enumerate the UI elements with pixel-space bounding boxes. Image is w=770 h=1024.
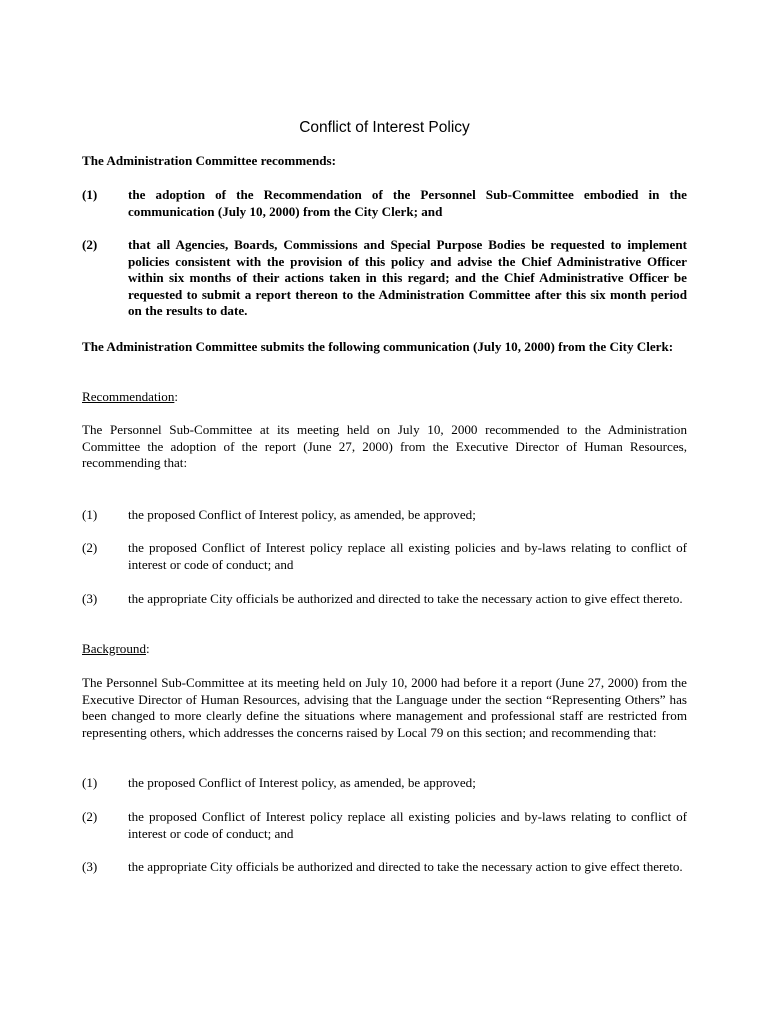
item-number: (3): [82, 859, 98, 874]
item-number: (1): [82, 507, 98, 522]
item-text: the appropriate City officials be authorized and directed to take the necessary action to give effect thereto.: [128, 591, 683, 606]
page-title: Conflict of Interest Policy: [299, 119, 470, 136]
item-number: (1): [82, 187, 98, 202]
item-number: (1): [82, 775, 98, 790]
item-text: the proposed Conflict of Interest policy replace all existing policies and by-laws relating to conflict of interest or code of conduct; and: [128, 809, 687, 841]
background-paragraph: The Personnel Sub-Committee at its meeting held on July 10, 2000 had before it a report (June 27, 2000) from the Executive Director of Human Resources, advising that the Language under the section “Representing Others” has been changed to more clearly define the situations where management and professional staff are restricted from representing others, which addresses the concerns raised by Local 79 on this section; and recommending that:: [82, 675, 687, 740]
item-number: (2): [82, 809, 98, 824]
item-text: the proposed Conflict of Interest policy replace all existing policies and by-laws relating to conflict of interest or code of conduct; and: [128, 540, 687, 572]
item-text: the proposed Conflict of Interest policy, as amended, be approved;: [128, 775, 476, 790]
recommendation-heading: [82, 389, 687, 406]
item-number: (2): [82, 237, 98, 252]
background-heading-text: Background: [82, 641, 146, 656]
recommendation-heading-text: Recommendation: [82, 389, 175, 404]
item-text: the proposed Conflict of Interest policy, as amended, be approved;: [128, 507, 476, 522]
recommendation-heading-colon: :: [174, 389, 179, 404]
submits-communication-paragraph: The Administration Committee submits the following communication (July 10, 2000) from the City Clerk:: [82, 339, 674, 354]
item-number: (3): [82, 591, 98, 606]
item-text: the adoption of the Recommendation of the Personnel Sub-Committee embodied in the communication (July 10, 2000) from the City Clerk; and: [128, 187, 687, 219]
background-heading: [82, 641, 687, 658]
item-text: the appropriate City officials be authorized and directed to take the necessary action to give effect thereto.: [128, 859, 683, 874]
item-text: that all Agencies, Boards, Commissions and Special Purpose Bodies be requested to implement policies consistent with the provision of this policy and advise the Chief Administrative Officer within six months of their actions taken in this regard; and the Chief Administrative Officer be requested to submit a report thereon to the Administration Committee after this six month period on the results to date.: [128, 237, 687, 318]
background-heading-colon: :: [146, 641, 150, 656]
admin-recommends-heading: The Administration Committee recommends:: [82, 153, 336, 168]
item-number: (2): [82, 540, 98, 555]
recommendation-paragraph: The Personnel Sub-Committee at its meeting held on July 10, 2000 recommended to the Administration Committee the adoption of the report (June 27, 2000) from the Executive Director of Human Resources, recommending that:: [82, 422, 687, 470]
